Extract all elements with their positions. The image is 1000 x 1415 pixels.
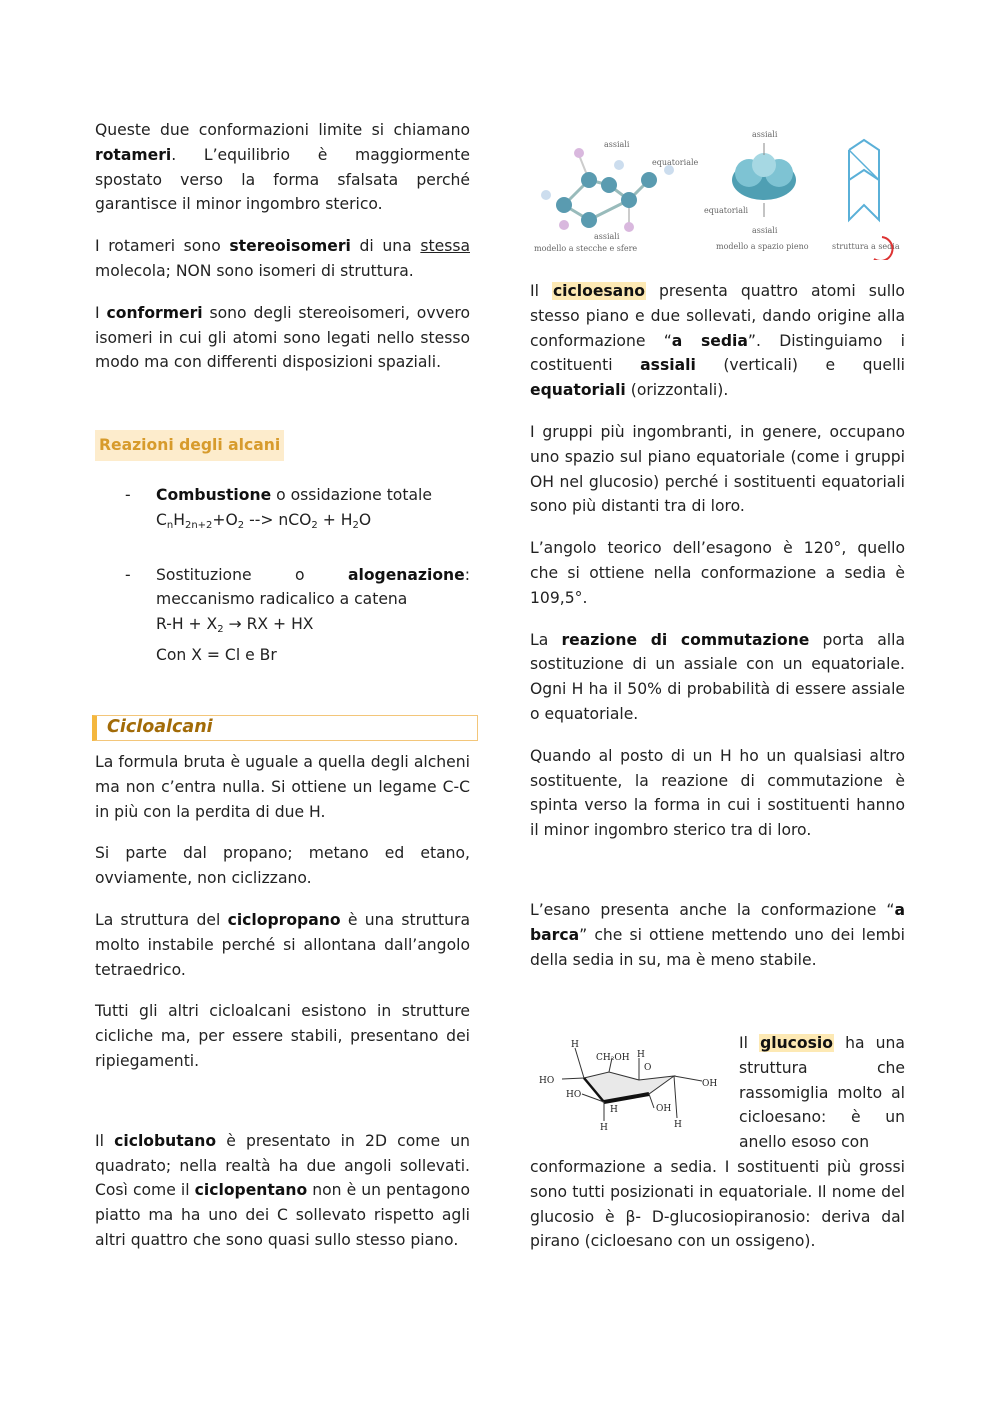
- paragraph-conformeri: I conformeri sono degli stereoisomeri, ovvero isomeri in cui gli atomi sono legati nello stesso modo ma con differenti disposizioni spaziali.: [95, 303, 470, 372]
- svg-text:HO: HO: [566, 1090, 582, 1100]
- right-column: [530, 279, 905, 989]
- paragraph-ciclobutano: Il ciclobutano è presentato in 2D come un quadrato; nella realtà ha due angoli sollevati. Così come il ciclopentano non è un pentagono piatto ma ha uno dei C sollevato rispetto agli altri quattro che sono quasi sullo stesso piano.: [95, 1131, 470, 1249]
- paragraph-cicloesano: Il cicloesano presenta quattro atomi sullo stesso piano e due sollevati, dando origine alla conformazione “a sedia”. Distinguiamo i costituenti assiali (verticali) e quelli equatoriali (orizzontali).: [530, 282, 905, 400]
- paragraph-glucosio-top: Il glucosio ha una struttura che rassomiglia molto al cicloesano: è un anello esoso con: [739, 1034, 905, 1152]
- paragraph-rotameri: Queste due conformazioni limite si chiamano rotameri. L’equilibrio è maggiormente spostato verso la forma sfalsata perché garantisce il minor ingombro sterico.: [95, 121, 470, 214]
- svg-text:OH: OH: [656, 1104, 672, 1114]
- paragraph-commutazione: La reazione di commutazione porta alla sostituzione di un assiale con un equatoriale. Ogni H ha il 50% di probabilità di essere assiale o equatoriale.: [530, 630, 905, 723]
- svg-text:assiali: assiali: [752, 130, 778, 139]
- paragraph-barca: L’esano presenta anche la conformazione “a barca” che si ottiene mettendo uno dei lembi della sedia in su, ma è meno stabile.: [530, 900, 905, 969]
- combustion-formula: $C_nH_{2n+2}+O_2$ --> $nCO_2 + H_2O$: [156, 510, 372, 531]
- paragraph-angolo: L’angolo teorico dell’esagono è 120°, quello che si ottiene nella conformazione a sedia è 109,5°.: [530, 539, 905, 607]
- svg-text:assiali: assiali: [604, 140, 630, 149]
- svg-text:H: H: [674, 1120, 682, 1130]
- section-heading-cicloalcani: Cicloalcani: [92, 715, 478, 741]
- paragraph-glucosio-bottom: conformazione a sedia. I sostituenti più grossi sono tutti posizionati in equatoriale. Il nome del glucosio è β- D-glucosiopiranosio: deriva dal pirano (cicloesano con un ossigeno).: [530, 1158, 905, 1251]
- cyclohexane-models-figure: [534, 125, 906, 260]
- svg-text:H: H: [571, 1040, 579, 1050]
- svg-text:H: H: [610, 1105, 618, 1115]
- list-item-alogenazione: - Sostituzione o alogenazione: meccanismo radicalico a catena $R-H + X_2$ → RX + HX Con X = Cl e Br: [125, 565, 470, 664]
- paragraph-ciclopropano: La struttura del ciclopropano è una struttura molto instabile perché si allontana dall’angolo tetraedrico.: [95, 910, 470, 979]
- left-column: [95, 118, 470, 692]
- svg-text:modello a stecche e sfere: modello a stecche e sfere: [534, 244, 638, 253]
- paragraph-formula-bruta: La formula bruta è uguale a quella degli alcheni ma non c’entra nulla. Si ottiene un legame C-C in più con la perdita di due H.: [95, 753, 470, 821]
- svg-text:assiali: assiali: [752, 226, 778, 235]
- reactions-list: [95, 483, 470, 668]
- paragraph-stereoisomeri: I rotameri sono stereoisomeri di una stessa molecola; NON sono isomeri di struttura.: [95, 237, 470, 280]
- svg-text:equatoriale: equatoriale: [652, 158, 699, 167]
- paragraph-gruppi-ingombranti: I gruppi più ingombranti, in genere, occupano uno spazio sul piano equatoriale (come i gruppi OH nel glucosio) perché i sostituenti equatoriali sono più distanti tra di loro.: [530, 422, 905, 516]
- svg-text:H: H: [600, 1123, 608, 1133]
- svg-text:CH₂OH: CH₂OH: [596, 1053, 630, 1063]
- glucose-chair-figure: [534, 1036, 724, 1134]
- left-column-lower: [95, 750, 470, 1270]
- svg-text:O: O: [644, 1063, 652, 1073]
- svg-text:modello a spazio pieno: modello a spazio pieno: [716, 242, 809, 251]
- svg-text:assiali: assiali: [594, 232, 620, 241]
- svg-text:equatoriali: equatoriali: [704, 206, 749, 215]
- section-heading-reazioni: Reazioni degli alcani: [95, 430, 284, 461]
- paragraph-sostituente: Quando al posto di un H ho un qualsiasi altro sostituente, la reazione di commutazione è spinta verso la forma in cui i sostituenti hanno il minor ingombro sterico tra di loro.: [530, 746, 905, 840]
- paragraph-ripiegamenti: Tutti gli altri cicloalcani esistono in strutture cicliche ma, per essere stabili, presentano dei ripiegamenti.: [95, 1002, 470, 1070]
- svg-text:HO: HO: [539, 1076, 555, 1086]
- paragraph-propano: Si parte dal propano; metano ed etano, ovviamente, non ciclizzano.: [95, 844, 470, 888]
- svg-text:struttura a sedia: struttura a sedia: [832, 242, 900, 251]
- svg-text:H: H: [637, 1050, 645, 1060]
- list-item-combustione: - Combustione o ossidazione totale $C_nH_{2n+2}+O_2$ --> $nCO_2 + H_2O$: [95, 483, 470, 539]
- svg-text:OH: OH: [702, 1079, 718, 1089]
